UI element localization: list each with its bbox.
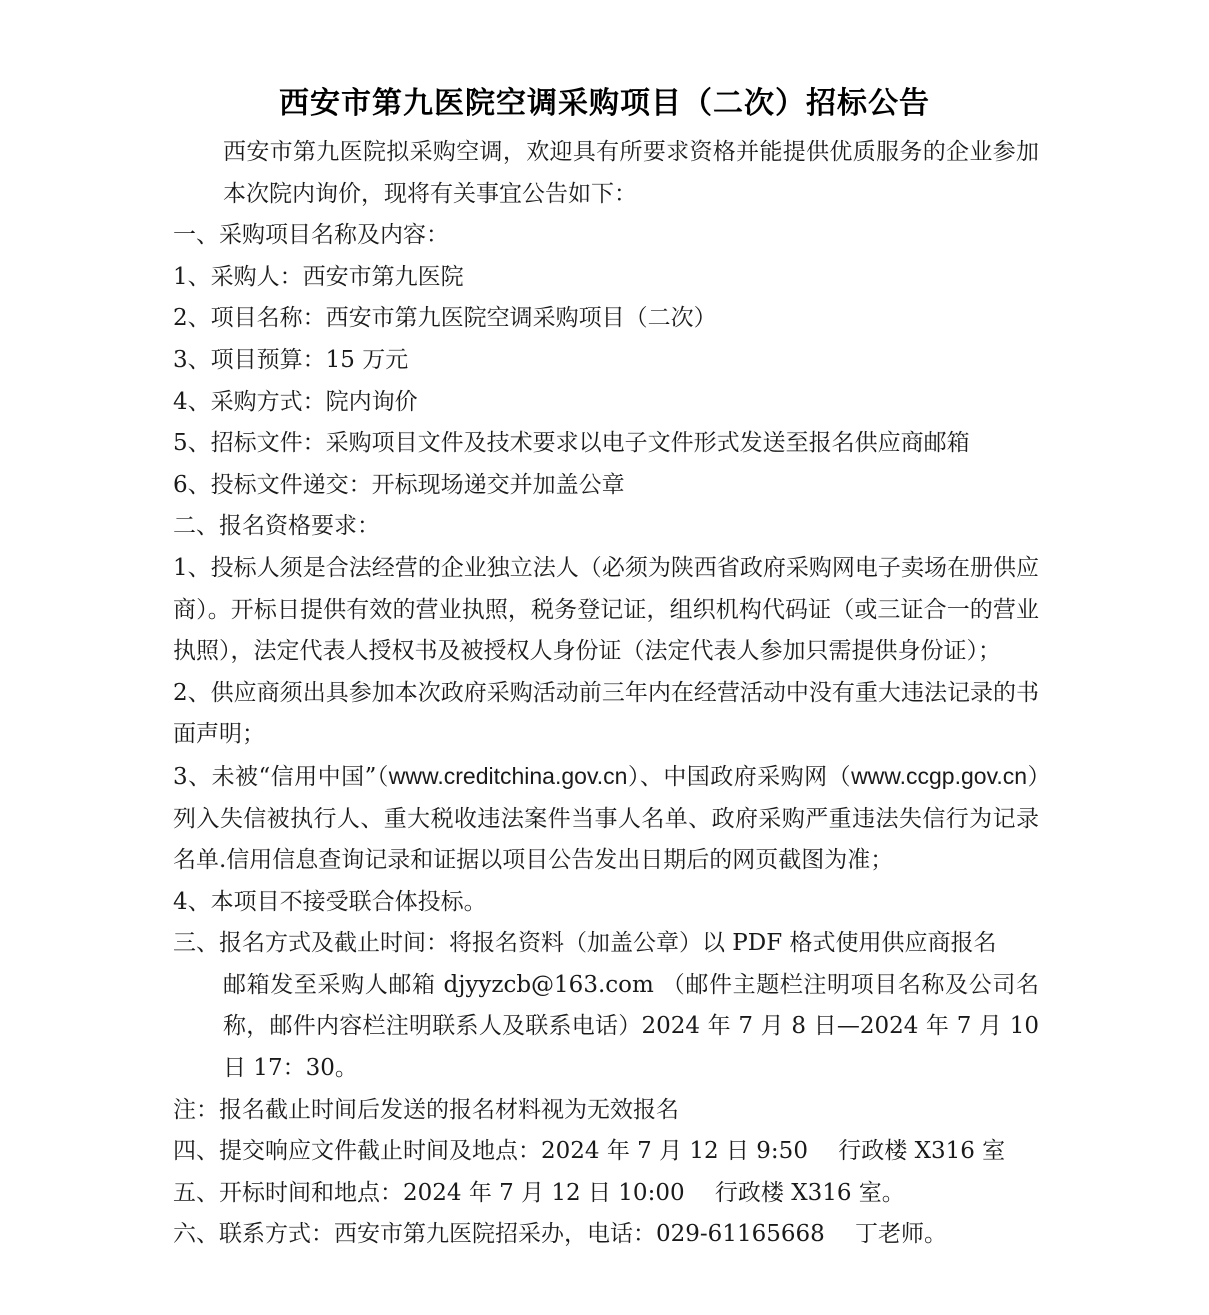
- ccgp-link[interactable]: www.ccgp.gov.cn: [851, 762, 1028, 789]
- document-title: 西安市第九医院空调采购项目（二次）招标公告: [279, 86, 930, 121]
- section1-item-method: 4、采购方式：院内询价: [173, 388, 418, 415]
- section1-item-submission: 6、投标文件递交：开标现场递交并加盖公章: [173, 471, 625, 498]
- creditchina-link[interactable]: www.creditchina.gov.cn: [388, 762, 628, 789]
- section2-item-3: [173, 756, 1039, 882]
- section6-line: 六、联系方式：西安市第九医院招采办，电话：029-61165668 丁老师。: [173, 1221, 948, 1248]
- item3-suffix: ）列入失信被执行人、重大税收违法案件当事人名单、政府采购严重违法失信行为记录名单.信用信息查询记录和证据以项目公告发出日期后的网页截图为准；: [173, 763, 1040, 874]
- intro-paragraph: 西安市第九医院拟采购空调，欢迎具有所要求资格并能提供优质服务的企业参加本次院内询价，现将有关事宜公告如下：: [223, 139, 1039, 207]
- section2-item-1: 1、投标人须是合法经营的企业独立法人（必须为陕西省政府采购网电子卖场在册供应商）。开标日提供有效的营业执照，税务登记证，组织机构代码证（或三证合一的营业执照），法定代表人授权书及被授权人身份证（法定代表人参加只需提供身份证）；: [173, 554, 1039, 665]
- section1-item-tender-docs: 5、招标文件：采购项目文件及技术要求以电子文件形式发送至报名供应商邮箱: [173, 430, 970, 457]
- section1-item-project-name: 2、项目名称：西安市第九医院空调采购项目（二次）: [173, 305, 717, 332]
- section2-item-2: 2、供应商须出具参加本次政府采购活动前三年内在经营活动中没有重大违法记录的书面声明；: [173, 679, 1039, 748]
- document-body: [173, 132, 1039, 1256]
- section3-heading: 三、报名方式及截止时间：将报名资料（加盖公章）以 PDF 格式使用供应商报名: [173, 930, 997, 957]
- section5-line: 五、开标时间和地点：2024 年 7 月 12 日 10:00 行政楼 X316 室。: [173, 1179, 905, 1206]
- section1-item-budget: 3、项目预算：15 万元: [173, 346, 409, 373]
- item3-mid: ）、中国政府采购网（: [627, 763, 852, 790]
- section2-item-4: 4、本项目不接受联合体投标。: [173, 888, 487, 915]
- section4-line: 四、提交响应文件截止时间及地点：2024 年 7 月 12 日 9:50 行政楼 X316 室: [173, 1138, 1006, 1165]
- section1-heading: 一、采购项目名称及内容：: [173, 222, 449, 249]
- note-line: 注：报名截止时间后发送的报名材料视为无效报名: [173, 1096, 679, 1123]
- section2-heading: 二、报名资格要求：: [173, 513, 380, 540]
- section1-item-purchaser: 1、采购人：西安市第九医院: [173, 263, 464, 290]
- item3-prefix: 3、未被“信用中国”（: [173, 763, 389, 790]
- section3-continuation: 邮箱发至采购人邮箱 djyyzcb@163.com （邮件主题栏注明项目名称及公司名称，邮件内容栏注明联系人及联系电话）2024 年 7 月 8 日—2024 年 7 月 10 日 17：30。: [223, 971, 1039, 1082]
